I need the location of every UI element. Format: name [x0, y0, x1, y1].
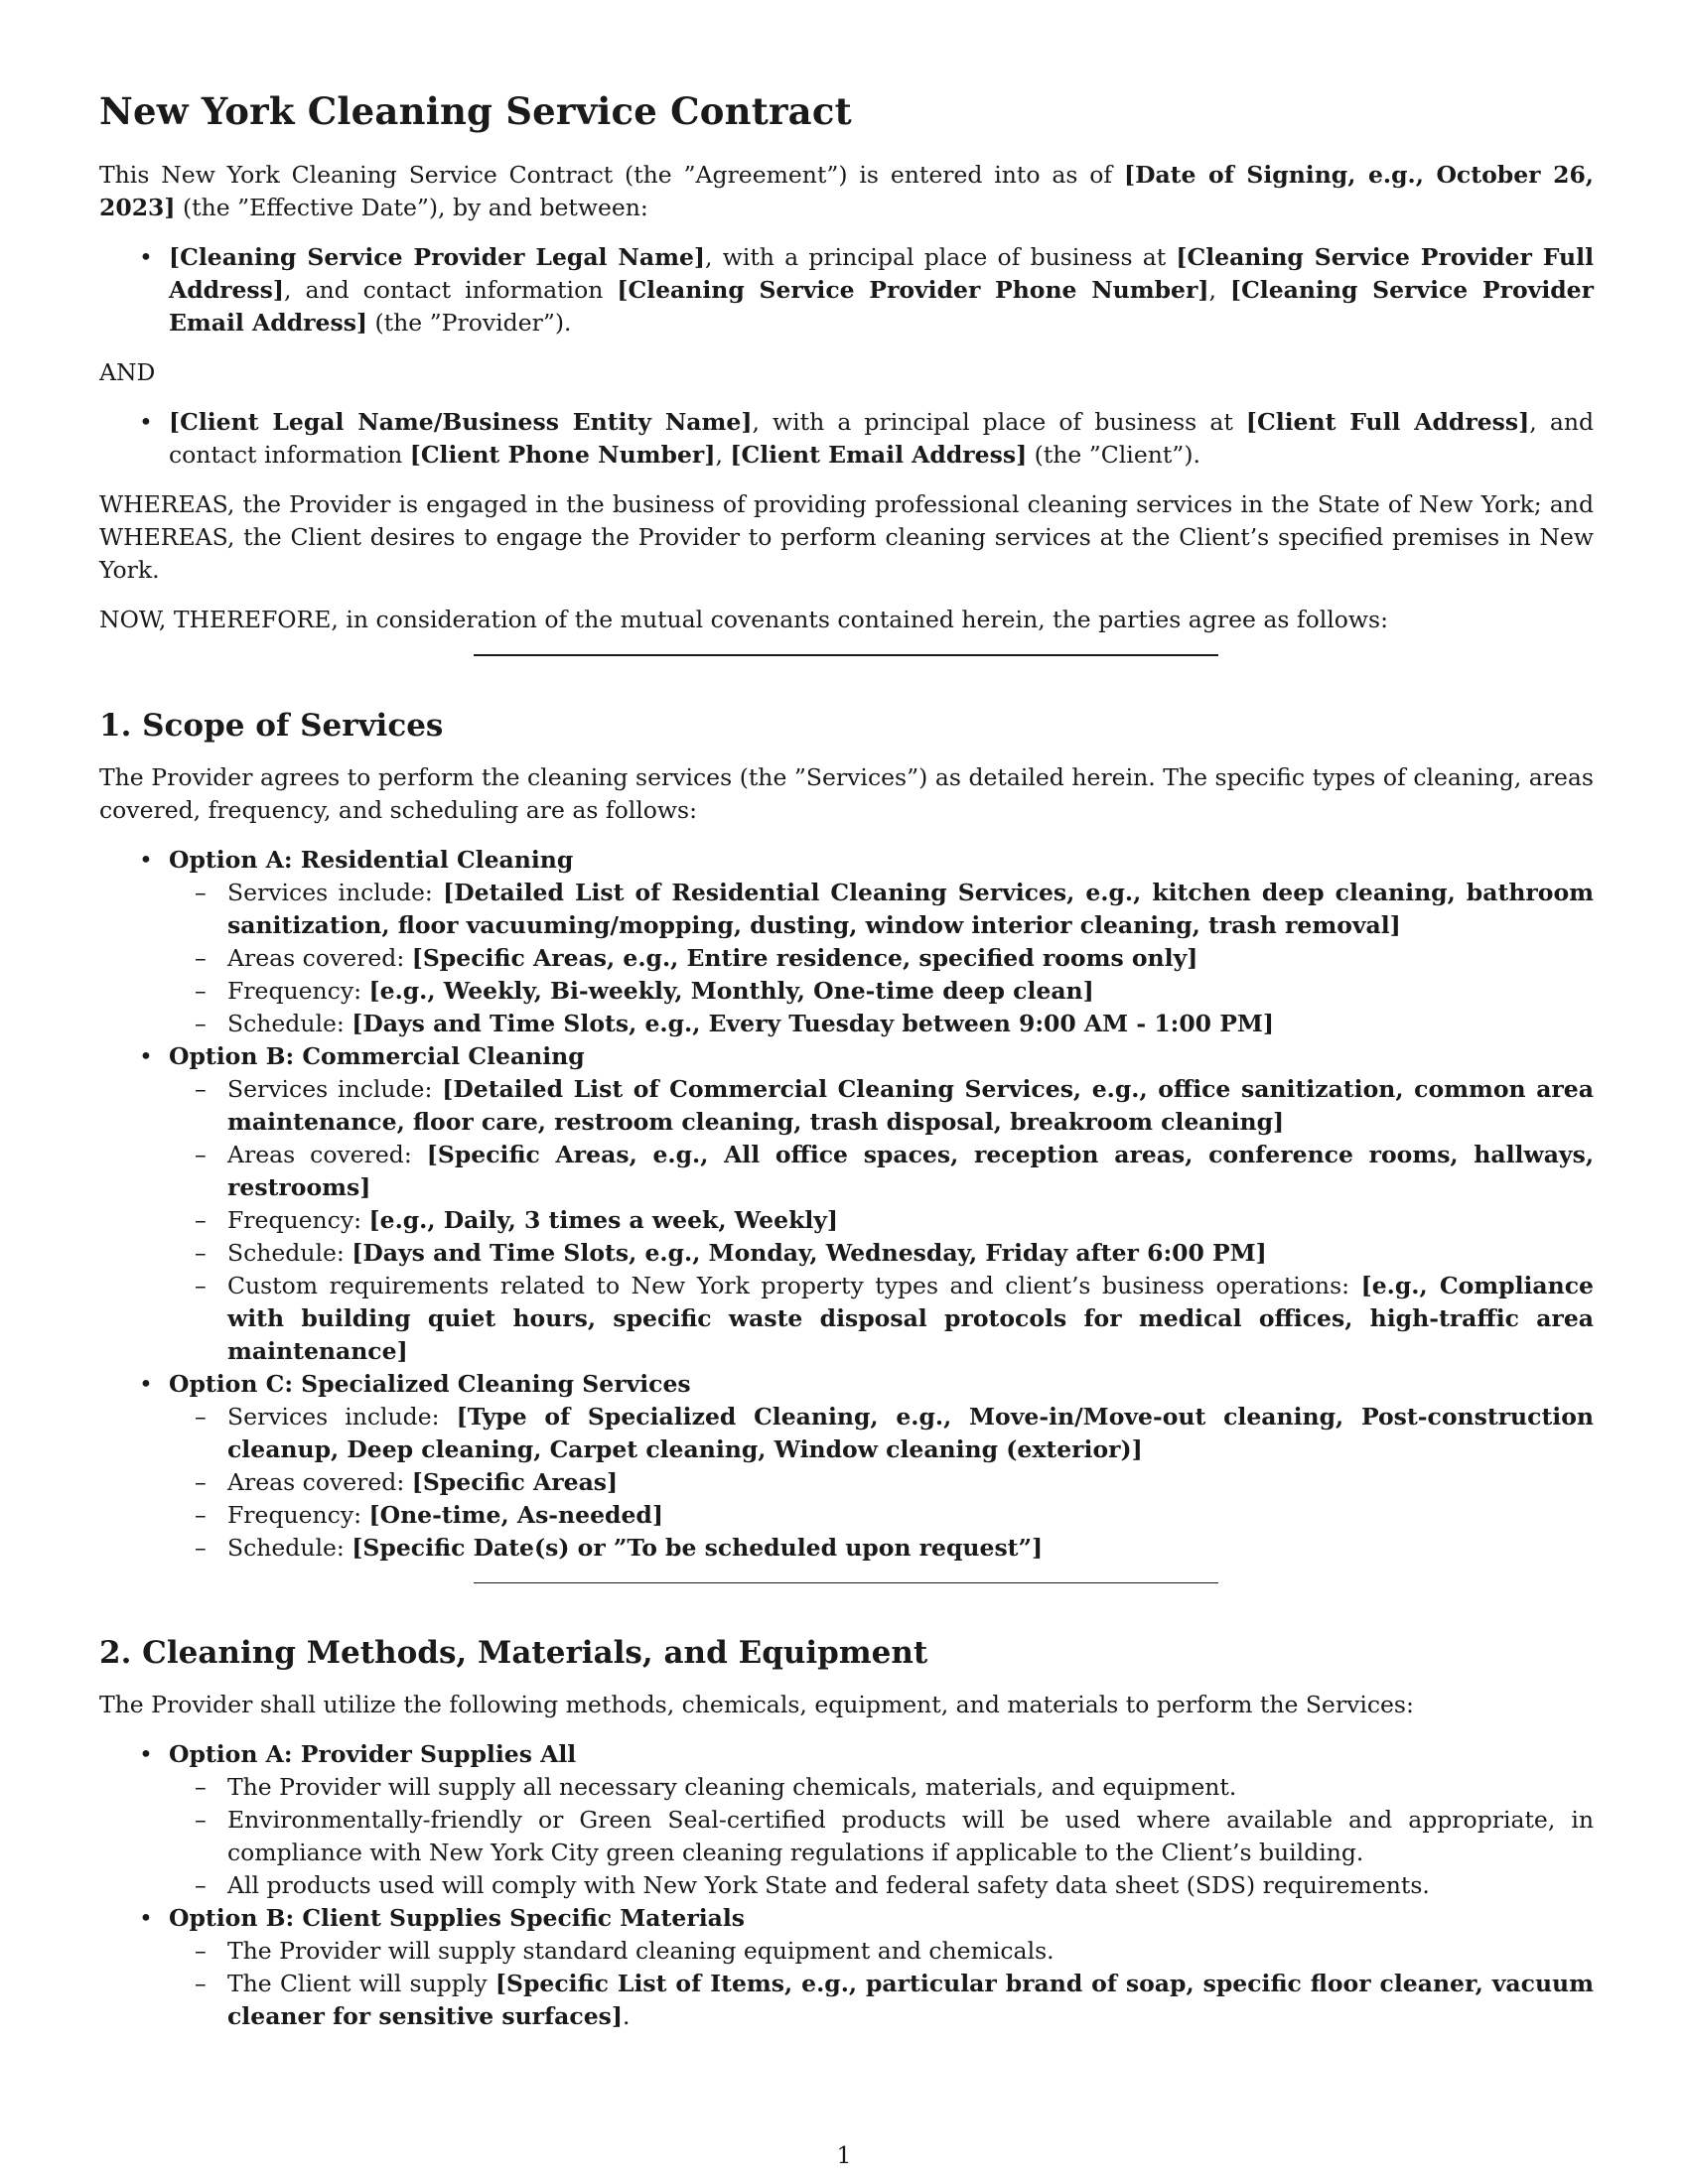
- detail-item: [227, 1204, 1594, 1237]
- client-party-item: [169, 406, 1594, 472]
- detail-label: Schedule:: [227, 1239, 352, 1267]
- option-title: Option C: Specialized Cleaning Services: [169, 1370, 691, 1398]
- effective-date-placeholder: [Date of Signing, e.g., October 26, 2023]: [99, 161, 1594, 221]
- option-title: Option B: Commercial Cleaning: [169, 1042, 585, 1070]
- detail-label: Custom requirements related to New York property types and client’s business operations:: [227, 1272, 1361, 1299]
- option-details: [169, 1935, 1594, 2033]
- intro-text: This New York Cleaning Service Contract (the ”Agreement”) is entered into as of: [99, 161, 1124, 189]
- whereas-paragraph: WHEREAS, the Provider is engaged in the business of providing professional cleaning services in the State of New York; and WHEREAS, the Client desires to engage the Provider to perform cleaning services at the Client’s specified premises in New York.: [99, 490, 1594, 584]
- client-address-placeholder: [Client Full Address]: [1245, 408, 1530, 436]
- detail-placeholder: [Specific Areas, e.g., All office spaces, reception areas, conference rooms, hallways, restrooms]: [227, 1141, 1594, 1201]
- client-party-list: [99, 406, 1594, 472]
- document-title: New York Cleaning Service Contract: [99, 89, 852, 133]
- section-1-heading: 1. Scope of Services: [99, 708, 444, 744]
- provider-name-placeholder: [Cleaning Service Provider Legal Name]: [169, 243, 706, 271]
- detail-item: [227, 1073, 1594, 1139]
- detail-item: [227, 1139, 1594, 1204]
- option-a-residential: [169, 844, 1594, 1040]
- detail-placeholder: [Days and Time Slots, e.g., Monday, Wednesday, Friday after 6:00 PM]: [352, 1239, 1267, 1267]
- detail-item: – The Provider will supply all necessary cleaning chemicals, materials, and equipment.: [227, 1771, 1594, 1804]
- client-phone-placeholder: [Client Phone Number]: [409, 441, 716, 469]
- option-details: [169, 1073, 1594, 1368]
- detail-label: Services include:: [227, 1403, 457, 1431]
- detail-item: [227, 1968, 1594, 2033]
- detail-placeholder: [Type of Specialized Cleaning, e.g., Move-in/Move-out cleaning, Post-construction cleanup, Deep cleaning, Carpet cleaning, Window cleaning (exterior)]: [227, 1403, 1594, 1463]
- client-text-3: (the ”Client”).: [1027, 441, 1200, 469]
- option-b-commercial: [169, 1040, 1594, 1368]
- detail-item: – All products used will comply with New York State and federal safety data sheet (SDS) requirements.: [227, 1869, 1594, 1902]
- detail-placeholder: [e.g., Weekly, Bi-weekly, Monthly, One-time deep clean]: [368, 977, 1094, 1005]
- option-title: Option A: Provider Supplies All: [169, 1740, 577, 1768]
- detail-label: Schedule:: [227, 1534, 352, 1562]
- intro-text-end: (the ”Effective Date”), by and between:: [175, 194, 648, 221]
- option-b-client-supplies: [169, 1902, 1594, 2033]
- section-divider: [474, 654, 1218, 656]
- detail-label: Areas covered:: [227, 1468, 412, 1496]
- detail-label: Areas covered:: [227, 1141, 427, 1168]
- detail-placeholder: [One-time, As-needed]: [368, 1501, 663, 1529]
- detail-item: [227, 1466, 1594, 1499]
- detail-item: [227, 1532, 1594, 1565]
- provider-phone-placeholder: [Cleaning Service Provider Phone Number]: [617, 276, 1209, 304]
- detail-item: [227, 1401, 1594, 1466]
- option-c-specialized: [169, 1368, 1594, 1565]
- section-2-options: [99, 1738, 1594, 2033]
- provider-email-placeholder: [Cleaning Service Provider Email Address]: [169, 276, 1595, 337]
- option-details: [169, 1771, 1594, 1902]
- detail-placeholder: [Specific Date(s) or ”To be scheduled upon request”]: [352, 1534, 1044, 1562]
- detail-placeholder: [Detailed List of Commercial Cleaning Services, e.g., office sanitization, common area maintenance, floor care, restroom cleaning, trash disposal, breakroom cleaning]: [227, 1075, 1594, 1136]
- detail-label: Frequency:: [227, 1206, 369, 1234]
- document-page: [99, 79, 1594, 2050]
- detail-label: Services include:: [227, 879, 444, 906]
- option-a-provider-supplies: [169, 1738, 1594, 1902]
- page-number: 1: [836, 2141, 852, 2169]
- provider-text-2: , and contact information: [284, 276, 618, 304]
- provider-separator: ,: [1208, 276, 1230, 304]
- detail-label: Schedule:: [227, 1010, 352, 1037]
- intro-paragraph: [99, 159, 1594, 224]
- detail-item: [227, 1237, 1594, 1270]
- section-1-intro: The Provider agrees to perform the cleaning services (the ”Services”) as detailed herein. The specific types of cleaning, areas covered, frequency, and scheduling are as follows:: [99, 763, 1594, 824]
- detail-item: [227, 942, 1594, 975]
- section-1-options: [99, 844, 1594, 1565]
- client-text-1: , with a principal place of business at: [752, 408, 1246, 436]
- detail-label: Areas covered:: [227, 944, 412, 972]
- detail-item: – Environmentally-friendly or Green Seal-certified products will be used where available and appropriate, in compliance with New York City green cleaning regulations if applicable to the Client’s building.: [227, 1804, 1594, 1869]
- detail-placeholder: [Specific List of Items, e.g., particular brand of soap, specific floor cleaner, vacuum cleaner for sensitive surfaces]: [227, 1970, 1594, 2030]
- detail-item: [227, 975, 1594, 1008]
- detail-item: – The Provider will supply standard cleaning equipment and chemicals.: [227, 1935, 1594, 1968]
- detail-item: [227, 1499, 1594, 1532]
- detail-label: The Client will supply: [227, 1970, 495, 1997]
- detail-item: [227, 1270, 1594, 1368]
- detail-label: Frequency:: [227, 1501, 369, 1529]
- detail-placeholder: [Specific Areas, e.g., Entire residence, specified rooms only]: [411, 944, 1198, 972]
- section-2-intro: The Provider shall utilize the following methods, chemicals, equipment, and materials to perform the Services:: [99, 1691, 1414, 1718]
- provider-text-1: , with a principal place of business at: [705, 243, 1177, 271]
- client-text-2: , and contact information: [169, 408, 1595, 469]
- client-email-placeholder: [Client Email Address]: [730, 441, 1028, 469]
- option-title: Option A: Residential Cleaning: [169, 846, 574, 874]
- detail-placeholder: [Specific Areas]: [411, 1468, 619, 1496]
- now-therefore-paragraph: NOW, THEREFORE, in consideration of the mutual covenants contained herein, the parties agree as follows:: [99, 606, 1389, 633]
- detail-placeholder: [e.g., Compliance with building quiet hours, specific waste disposal protocols for medical offices, high-traffic area maintenance]: [227, 1272, 1594, 1365]
- detail-placeholder: [Detailed List of Residential Cleaning Services, e.g., kitchen deep cleaning, bathroom sanitization, floor vacuuming/mopping, dusting, window interior cleaning, trash removal]: [227, 879, 1594, 939]
- option-title: Option B: Client Supplies Specific Materials: [169, 1904, 746, 1932]
- detail-end: .: [623, 2002, 631, 2030]
- option-details: [169, 1401, 1594, 1565]
- client-separator: ,: [715, 441, 731, 469]
- and-text: AND: [99, 358, 156, 386]
- provider-party-list: [99, 241, 1594, 340]
- provider-text-3: (the ”Provider”).: [367, 309, 572, 337]
- detail-placeholder: [Days and Time Slots, e.g., Every Tuesday between 9:00 AM - 1:00 PM]: [352, 1010, 1275, 1037]
- provider-party-item: [169, 241, 1594, 340]
- section-2-heading: 2. Cleaning Methods, Materials, and Equipment: [99, 1635, 928, 1671]
- client-name-placeholder: [Client Legal Name/Business Entity Name]: [169, 408, 753, 436]
- detail-item: [227, 877, 1594, 942]
- detail-label: Frequency:: [227, 977, 369, 1005]
- option-details: [169, 877, 1594, 1040]
- section-divider: [474, 1582, 1218, 1583]
- detail-item: [227, 1008, 1594, 1040]
- detail-placeholder: [e.g., Daily, 3 times a week, Weekly]: [368, 1206, 839, 1234]
- detail-label: Services include:: [227, 1075, 443, 1103]
- provider-address-placeholder: [Cleaning Service Provider Full Address]: [169, 243, 1595, 304]
